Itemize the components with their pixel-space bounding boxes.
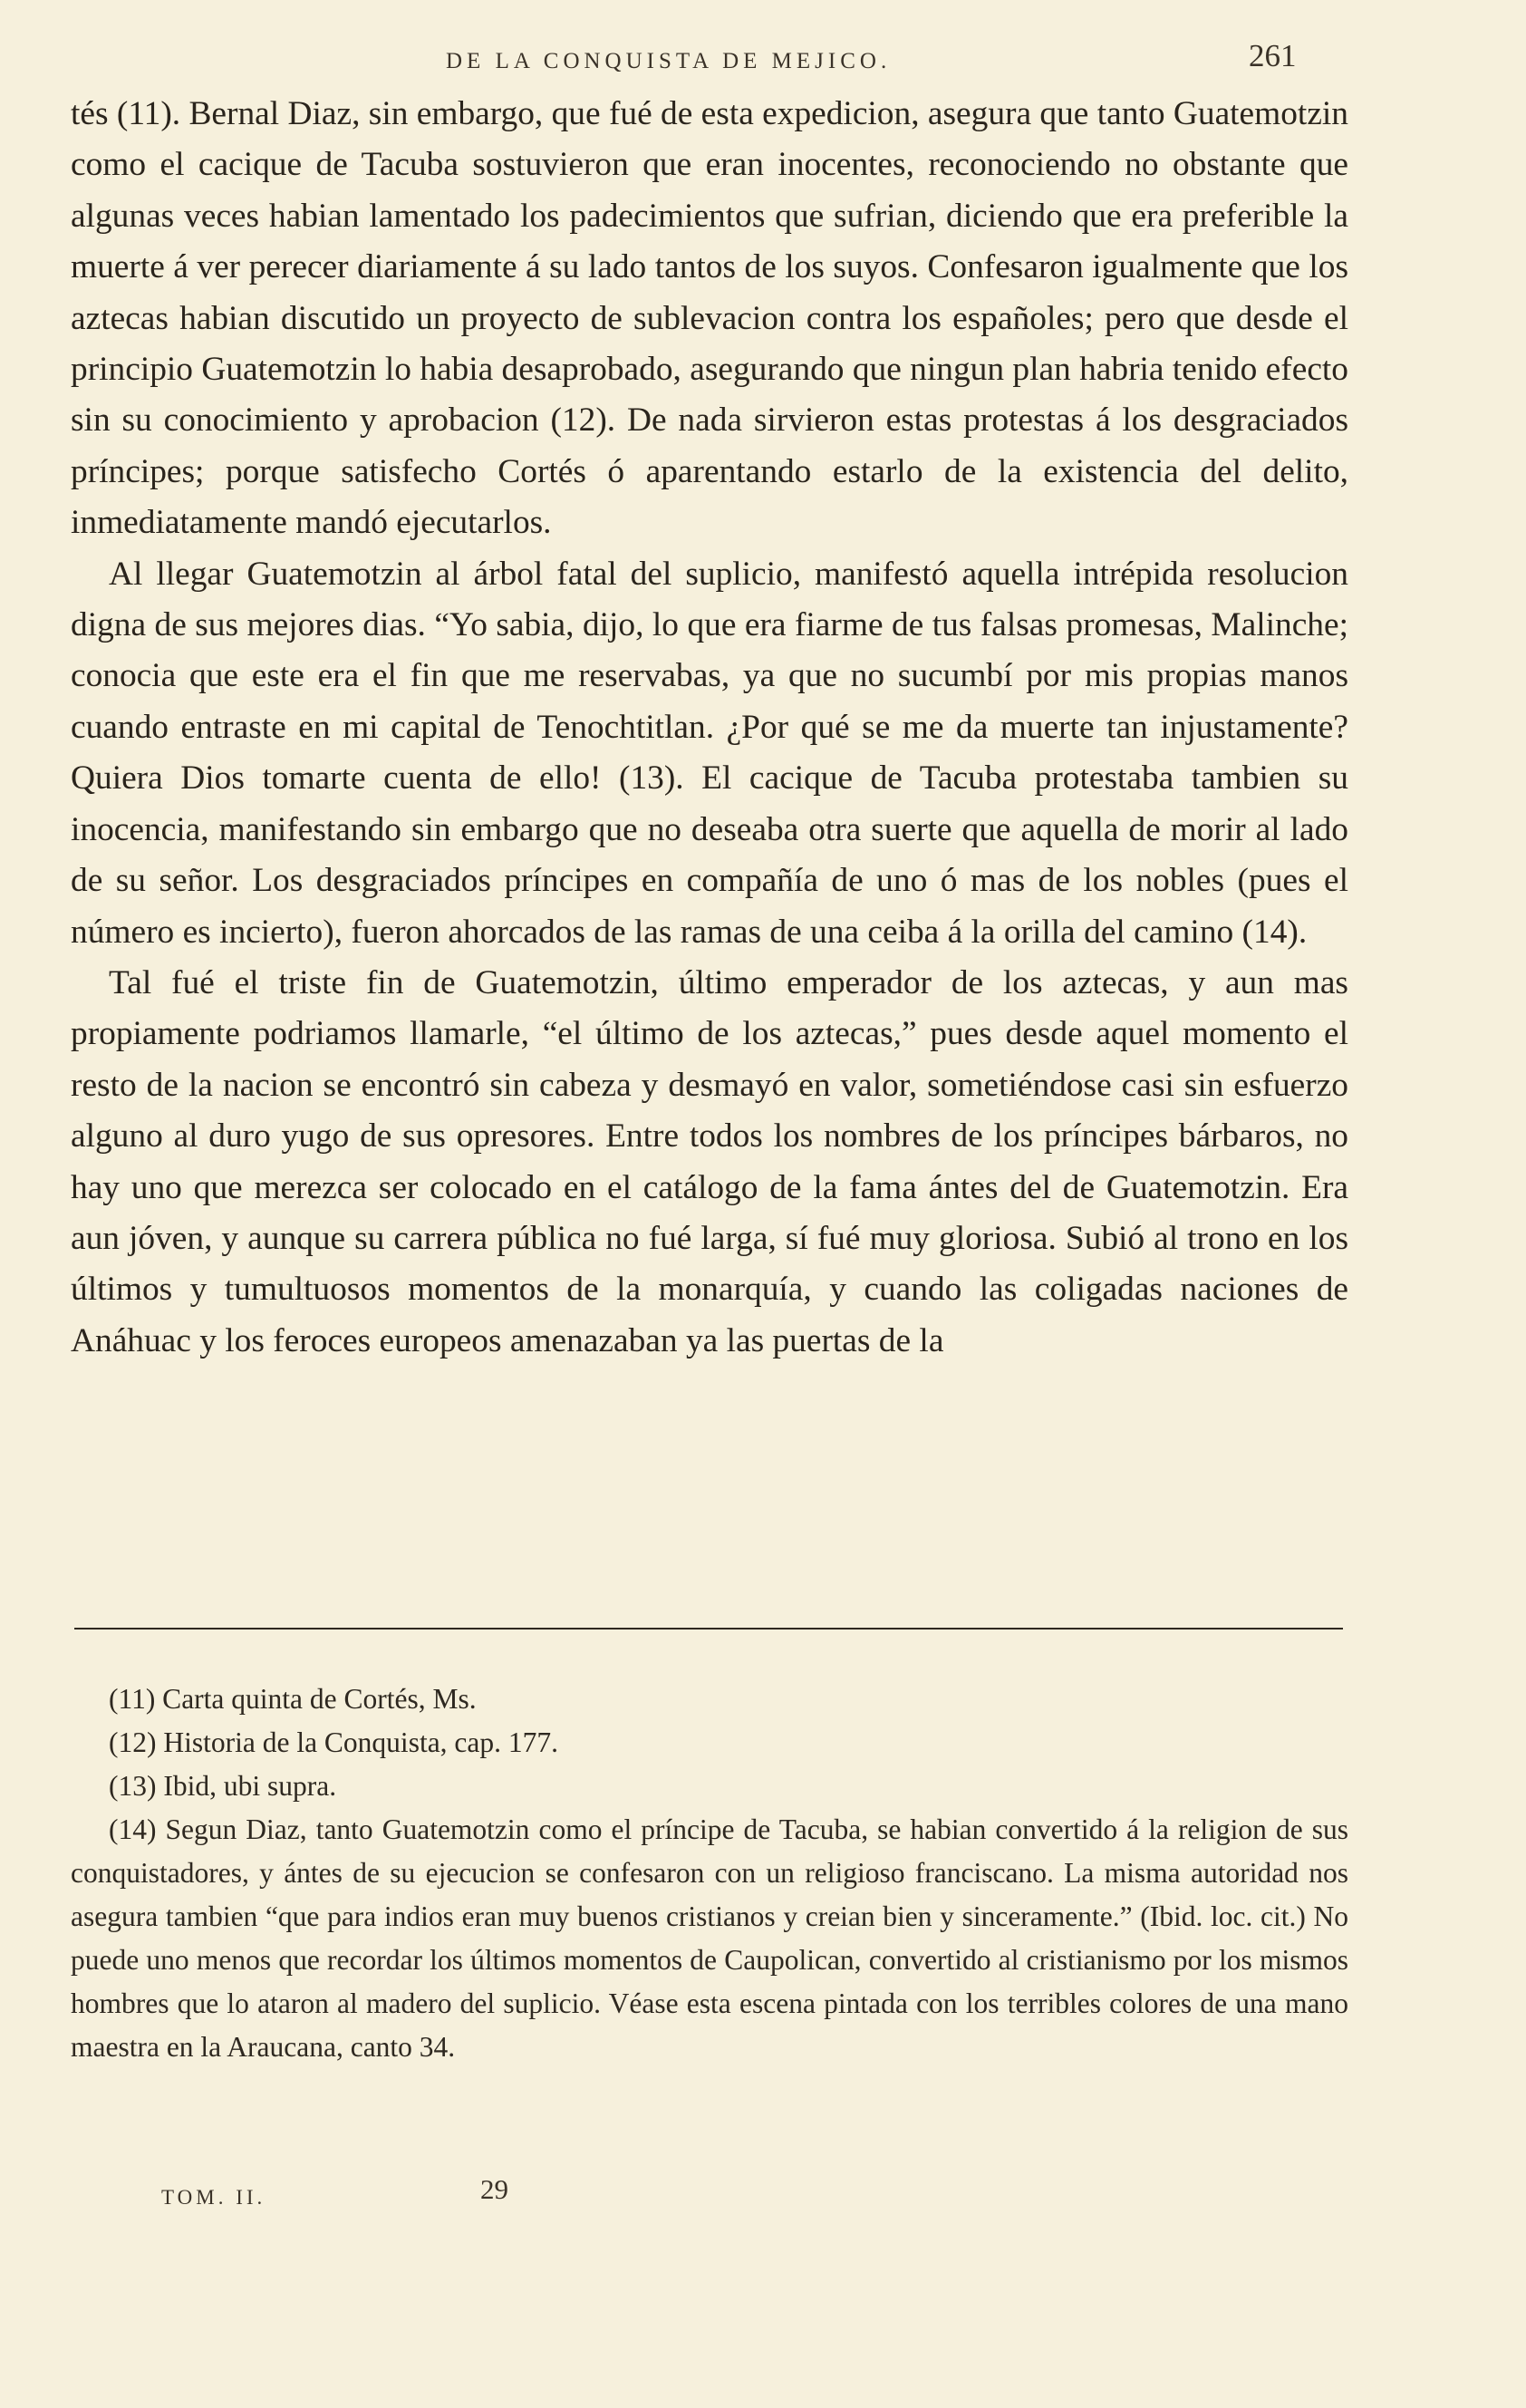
page-number: 261 [1249,38,1297,73]
paragraph-2: Al llegar Guatemotzin al árbol fatal del suplicio, manifestó aquella intrépida resolucion digna de sus mejores dias. “Yo sabia, dijo, lo que era fiarme de tus falsas promesas, Malinche; conocia que este era el fin que me reservabas, ya que no sucumbí por mis propias manos cuando entraste en mi capital de Tenochtitlan. ¿Por qué se me da muerte tan injustamente? Quiera Dios tomarte cuenta de ello! (13). El cacique de Tacuba protestaba tambien su inocencia, manifestando sin embargo que no deseaba otra suerte que aquella de morir al lado de su señor. Los desgraciados príncipes en compañía de uno ó mas de los nobles (pues el número es incierto), fueron ahorcados de las ramas de una ceiba á la orilla del camino (14). [71,555,1348,951]
footnote-11: (11) Carta quinta de Cortés, Ms. [109,1683,477,1715]
signature-mark: TOM. II. [161,2186,266,2209]
running-head: DE LA CONQUISTA DE MEJICO. [446,49,892,73]
body-text [71,89,1348,1367]
footnote-12: (12) Historia de la Conquista, cap. 177. [109,1726,559,1758]
paragraph-1: tés (11). Bernal Diaz, sin embargo, que fué de esta expedicion, asegura que tanto Guatemotzin como el cacique de Tacuba sostuvieron que eran inocentes, reconociendo no obstante que algunas veces habian lamentado los padecimientos que sufrian, diciendo que era preferible la muerte á ver perecer diariamente á su lado tantos de los suyos. Confesaron igualmente que los aztecas habian discutido un proyecto de sublevacion contra los españoles; pero que desde el principio Guatemotzin lo habia desaprobado, asegurando que ningun plan habria tenido efecto sin su conocimiento y aprobacion (12). De nada sirvieron estas protestas á los desgraciados príncipes; porque satisfecho Cortés ó aparentando estarlo de la existencia del delito, inmediatamente mandó ejecutarlos. [71,95,1348,542]
paragraph-3: Tal fué el triste fin de Guatemotzin, último emperador de los aztecas, y aun mas propiamente podriamos llamarle, “el último de los aztecas,” pues desde aquel momento el resto de la nacion se encontró sin cabeza y desmayó en valor, sometiéndose casi sin esfuerzo alguno al duro yugo de sus opresores. Entre todos los nombres de los príncipes bárbaros, no hay uno que merezca ser colocado en el catálogo de la fama ántes del de Guatemotzin. Era aun jóven, y aunque su carrera pública no fué larga, sí fué muy gloriosa. Subió al trono en los últimos y tumultuosos momentos de la monarquía, y cuando las coligadas naciones de Anáhuac y los feroces europeos amenazaban ya las puertas de la [71,963,1348,1359]
footnote-13: (13) Ibid, ubi supra. [109,1770,337,1802]
footnotes [71,1678,1348,2069]
sheet-number: 29 [480,2173,508,2205]
footnote-separator-rule [74,1628,1343,1630]
footnote-14: (14) Segun Diaz, tanto Guatemotzin como el príncipe de Tacuba, se habian convertido á la religion de sus conquistadores, y ántes de su ejecucion se confesaron con un religioso franciscano. La misma autoridad nos asegura tambien “que para indios eran muy buenos cristianos y creian bien y sinceramente.” (Ibid. loc. cit.) No puede uno menos que recordar los últimos momentos de Caupolican, convertido al cristianismo por los mismos hombres que lo ataron al madero del suplicio. Véase esta escena pintada con los terribles colores de una mano maestra en la Araucana, canto 34. [71,1813,1348,2063]
